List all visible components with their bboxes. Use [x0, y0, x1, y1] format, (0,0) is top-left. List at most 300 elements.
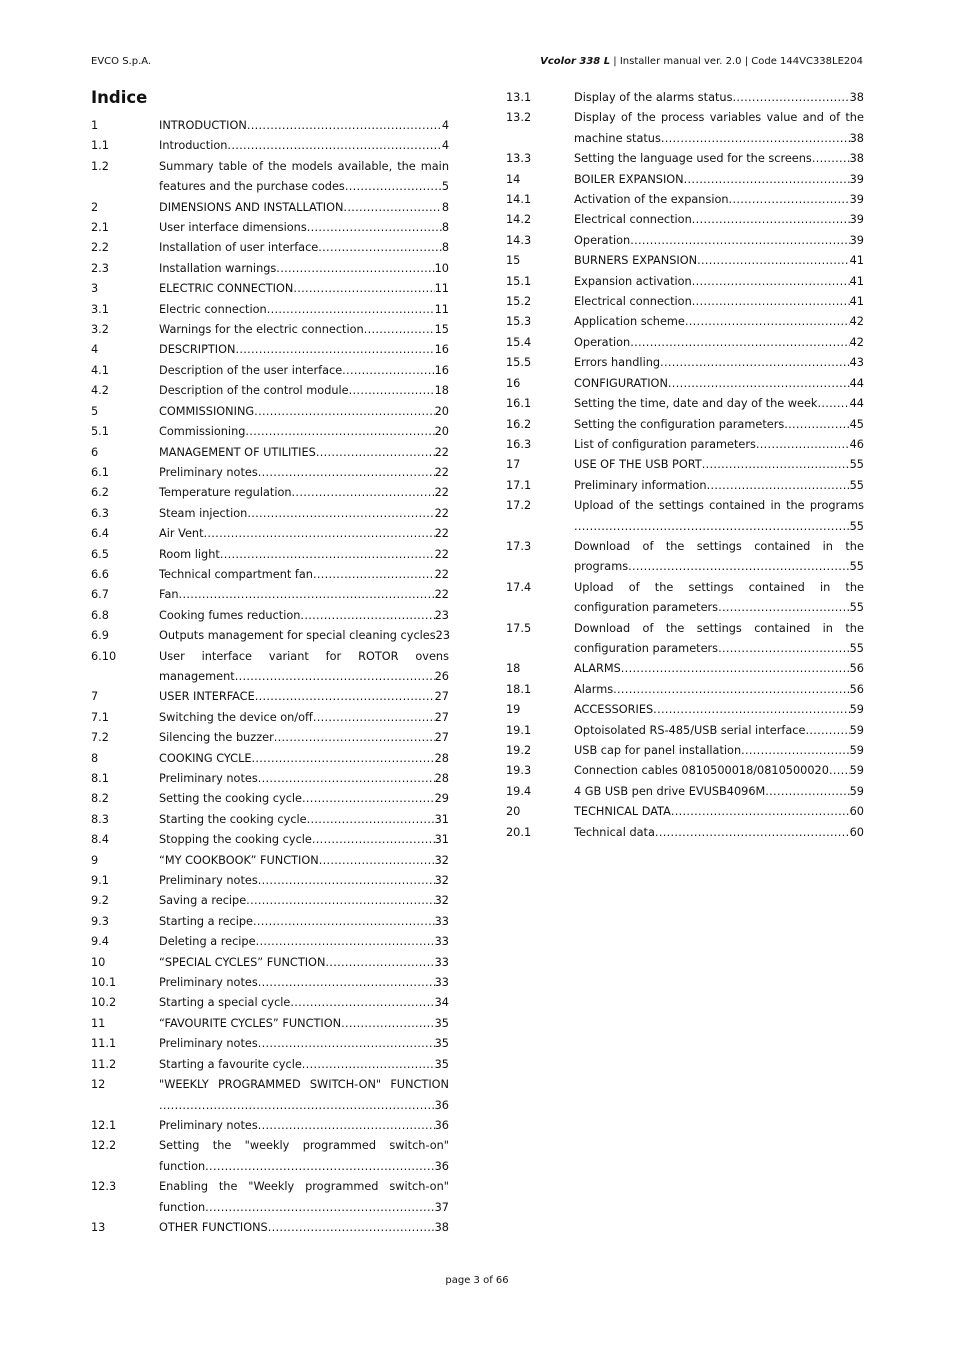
toc-entry-number: 13.2 [506, 111, 532, 125]
toc-entry-text: Operation [574, 233, 631, 247]
toc-entry-number: 17.5 [506, 621, 532, 635]
toc-entry-text: Preliminary notes [159, 874, 258, 888]
toc-entry[interactable] [91, 585, 449, 605]
dot-leader [653, 700, 849, 720]
toc-entry-word: Upload [574, 580, 614, 594]
toc-entry-text: Preliminary information [574, 478, 707, 492]
toc-entry-text: USER INTERFACE [159, 690, 255, 704]
toc-entry-title [574, 700, 864, 720]
toc-entry[interactable] [91, 871, 449, 891]
toc-entry-word: value [766, 111, 798, 125]
dot-leader [179, 585, 435, 605]
toc-entry[interactable] [91, 810, 449, 830]
toc-entry-text: Preliminary notes [159, 1037, 258, 1051]
toc-entry[interactable] [506, 190, 864, 210]
toc-entry[interactable] [91, 1177, 449, 1218]
toc-entry[interactable] [506, 496, 864, 537]
dot-leader [628, 557, 850, 577]
toc-entry-text: COOKING CYCLE [159, 751, 252, 765]
toc-entry-title [159, 504, 449, 524]
toc-entry[interactable] [91, 891, 449, 911]
toc-entry[interactable] [91, 259, 449, 279]
toc-entry-page: 8 [441, 221, 449, 235]
toc-entry[interactable] [91, 1218, 449, 1238]
toc-entry[interactable] [91, 422, 449, 442]
toc-entry-page: 44 [849, 376, 864, 390]
toc-entry-page: 33 [434, 914, 449, 928]
toc-entry-page: 39 [849, 233, 864, 247]
toc-entry-page: 55 [849, 641, 864, 655]
toc-entry[interactable] [506, 149, 864, 169]
toc-entry[interactable] [506, 823, 864, 843]
toc-entry-title [159, 891, 449, 911]
dot-leader [258, 871, 435, 891]
toc-entry[interactable] [91, 1055, 449, 1075]
toc-entry[interactable] [91, 443, 449, 463]
toc-entry-text: Installation warnings [159, 261, 277, 275]
toc-entry-text: Room light [159, 547, 220, 561]
toc-entry[interactable] [506, 537, 864, 578]
toc-entry-page: 27 [434, 731, 449, 745]
toc-entry-text: machine status [574, 131, 661, 145]
toc-entry-title [574, 333, 864, 353]
toc-entry-text: Display of the alarms status [574, 91, 733, 104]
toc-entry-word: Setting [159, 1139, 200, 1153]
toc-entry-word: the [212, 1139, 232, 1153]
toc-entry-page: 38 [434, 1220, 449, 1234]
toc-entry[interactable] [91, 1034, 449, 1054]
toc-entry-text: configuration parameters [574, 641, 719, 655]
toc-entry-title [159, 1116, 449, 1136]
toc-entry[interactable] [91, 789, 449, 809]
dot-leader [258, 769, 435, 789]
toc-entry-text: Fan [159, 588, 179, 602]
toc-entry-title [159, 1014, 449, 1034]
toc-entry[interactable] [506, 761, 864, 781]
dot-leader [205, 1198, 434, 1218]
toc-entry[interactable] [506, 782, 864, 802]
toc-entry-text: Saving a recipe [159, 894, 247, 908]
toc-entry-page: 39 [849, 193, 864, 207]
dot-leader [829, 761, 850, 781]
toc-entry[interactable] [91, 381, 449, 401]
toc-entry-word: ovens [415, 649, 449, 663]
dot-leader [630, 231, 849, 251]
toc-entry-title [574, 108, 864, 149]
toc-entry-word: contained [754, 621, 811, 635]
toc-entry[interactable] [506, 312, 864, 332]
toc-entry[interactable] [506, 476, 864, 496]
toc-entry-title [159, 402, 449, 422]
toc-entry[interactable] [91, 687, 449, 707]
toc-entry-text: Electrical connection [574, 295, 692, 309]
toc-entry-text: Commissioning [159, 425, 246, 439]
toc-entry-text: Installation of user interface [159, 241, 319, 255]
toc-entry-page: 56 [849, 662, 864, 676]
toc-entry-page: 22 [434, 588, 449, 602]
toc-entry-number: 6.1 [91, 465, 109, 479]
toc-entry-title [159, 198, 449, 218]
toc-entry-page: 55 [849, 519, 864, 533]
toc-entry-number: 19 [506, 703, 521, 717]
toc-entry[interactable] [91, 136, 449, 156]
toc-entry[interactable] [91, 116, 449, 136]
toc-entry-number: 6.9 [91, 629, 109, 643]
dot-leader [318, 238, 442, 258]
toc-entry-page: 35 [434, 1037, 449, 1051]
toc-entry[interactable] [506, 721, 864, 741]
dot-leader [256, 932, 435, 952]
toc-entry-page: 44 [849, 397, 864, 411]
toc-entry-text: Setting the time, date and day of the week [574, 397, 818, 411]
toc-entry-number: 2.1 [91, 221, 109, 235]
toc-entry-word: the [845, 621, 864, 635]
toc-entry-title [574, 619, 864, 660]
toc-entry[interactable] [506, 292, 864, 312]
toc-entry-text: “SPECIAL CYCLES” FUNCTION [159, 955, 326, 969]
toc-entry[interactable] [506, 455, 864, 475]
toc-entry-page: 32 [434, 894, 449, 908]
toc-entry-word: and [802, 111, 824, 125]
toc-entry[interactable] [506, 210, 864, 230]
toc-entry-text: ALARMS [574, 662, 621, 676]
toc-entry[interactable] [91, 830, 449, 850]
toc-entry-number: 3.1 [91, 302, 109, 316]
toc-entry[interactable] [91, 483, 449, 503]
dot-leader [630, 333, 849, 353]
toc-entry-text: Setting the cooking cycle [159, 792, 303, 806]
toc-entry-title [159, 932, 449, 952]
toc-entry-title [159, 116, 449, 136]
toc-entry-text: Temperature regulation [159, 486, 292, 500]
toc-entry-page: 22 [434, 486, 449, 500]
toc-entry[interactable] [506, 659, 864, 679]
toc-entry-page: 38 [849, 91, 864, 104]
toc-entry-title [159, 443, 449, 463]
toc-entry-number: 9 [91, 853, 99, 867]
toc-entry[interactable] [91, 1136, 449, 1177]
toc-entry-page: 41 [849, 274, 864, 288]
toc-entry-page: 16 [434, 363, 449, 377]
toc-entry[interactable] [506, 741, 864, 761]
toc-entry-text: Technical compartment fan [159, 567, 313, 581]
toc-entry-title [574, 149, 864, 169]
toc-entry-title [159, 973, 449, 993]
toc-entry-word: the [635, 499, 654, 513]
toc-entry-number: 6.7 [91, 588, 109, 602]
toc-entry-title [159, 300, 449, 320]
toc-entry-word: the [845, 580, 864, 594]
toc-entry-page: 60 [849, 805, 864, 819]
toc-entry-number: 12.3 [91, 1180, 117, 1194]
toc-entry-number: 6 [91, 445, 99, 459]
toc-entry[interactable] [91, 932, 449, 952]
toc-entry-text: MANAGEMENT OF UTILITIES [159, 445, 316, 459]
dot-leader [235, 340, 434, 360]
toc-entry-title [159, 1034, 449, 1054]
toc-entry[interactable] [506, 231, 864, 251]
toc-entry[interactable] [91, 973, 449, 993]
toc-entry-page: 32 [434, 853, 449, 867]
toc-entry-text: Switching the device on/off [159, 710, 313, 724]
toc-entry-text: ACCESSORIES [574, 703, 654, 717]
toc-entry[interactable] [91, 851, 449, 871]
toc-entry-page: 39 [849, 172, 864, 186]
dot-leader [784, 415, 849, 435]
dot-leader [247, 116, 442, 136]
toc-entry-text: ELECTRIC CONNECTION [159, 282, 294, 296]
toc-entry-number: 13.3 [506, 152, 532, 166]
toc-entry[interactable] [91, 300, 449, 320]
toc-entry-number: 11.1 [91, 1037, 117, 1051]
dot-leader [702, 455, 850, 475]
toc-entry-page: 26 [434, 669, 449, 683]
dot-leader [302, 1055, 435, 1075]
toc-entry-page: 10 [434, 261, 449, 275]
toc-entry-page: 27 [434, 690, 449, 704]
toc-entry[interactable] [91, 993, 449, 1013]
toc-entry-number: 14 [506, 172, 521, 186]
toc-entry[interactable] [91, 769, 449, 789]
toc-entry-title [159, 238, 449, 258]
toc-entry[interactable] [506, 88, 864, 108]
toc-entry-text: programs [574, 560, 629, 574]
dot-leader [692, 272, 850, 292]
dot-leader [684, 170, 850, 190]
toc-entry[interactable] [91, 463, 449, 483]
toc-entry-word: "weekly [244, 1139, 290, 1153]
toc-entry[interactable] [91, 218, 449, 238]
dot-leader [661, 129, 850, 149]
toc-entry-title [159, 687, 449, 707]
toc-entry[interactable] [91, 1116, 449, 1136]
toc-entry-number: 2.2 [91, 241, 109, 255]
toc-entry-page: 22 [434, 547, 449, 561]
toc-entry[interactable] [506, 374, 864, 394]
dot-leader [258, 1034, 435, 1054]
toc-entry-text: DESCRIPTION [159, 343, 236, 357]
toc-entry-number: 19.1 [506, 723, 532, 737]
toc-entry[interactable] [91, 749, 449, 769]
toc-entry-title [159, 259, 449, 279]
toc-entry-title [159, 279, 449, 299]
toc-entry-page: 60 [849, 825, 864, 839]
dot-leader [292, 483, 435, 503]
toc-entry-page: 20 [434, 404, 449, 418]
toc-entry-title [574, 578, 864, 619]
toc-entry-text: Connection cables 0810500018/0810500020 [574, 764, 829, 778]
dot-leader [574, 517, 850, 537]
toc-entry-text: Outputs management for special cleaning cycles [159, 629, 436, 643]
toc-entry-title [159, 524, 449, 544]
toc-entry-page: 22 [434, 567, 449, 581]
dot-leader [276, 259, 434, 279]
toc-entry[interactable] [91, 626, 449, 646]
toc-entry-text: Starting the cooking cycle [159, 812, 307, 826]
toc-entry-text: Air Vent [159, 527, 204, 541]
toc-entry[interactable] [91, 238, 449, 258]
toc-entry-title [574, 292, 864, 312]
toc-entry-title [159, 708, 449, 728]
toc-entry-number: 14.2 [506, 213, 532, 227]
dot-leader [668, 374, 850, 394]
toc-entry-word: Download [574, 539, 631, 553]
toc-entry-text: Introduction [159, 139, 228, 153]
toc-entry[interactable] [91, 157, 449, 198]
dot-leader [765, 782, 849, 802]
toc-entry[interactable] [91, 1014, 449, 1034]
toc-entry-text: DIMENSIONS AND INSTALLATION [159, 200, 344, 214]
toc-entry-title [159, 626, 449, 646]
toc-entry[interactable] [506, 700, 864, 720]
toc-entry-word: the [665, 539, 685, 553]
dot-leader [255, 687, 435, 707]
toc-entry[interactable] [506, 251, 864, 271]
header-product: Vcolor 338 L [540, 56, 611, 67]
toc-entry-number: 1.1 [91, 139, 109, 153]
toc-entry-number: 19.4 [506, 784, 532, 798]
toc-entry[interactable] [91, 198, 449, 218]
toc-entry-word: the [654, 580, 674, 594]
toc-entry[interactable] [91, 279, 449, 299]
dot-leader [205, 1157, 434, 1177]
toc-entry[interactable] [506, 435, 864, 455]
toc-entry-page: 55 [849, 601, 864, 615]
toc-right-column [506, 88, 864, 843]
toc-entry-word: "Weekly [248, 1180, 295, 1194]
toc-entry-word: variables [709, 111, 762, 125]
toc-entry-page: 42 [849, 315, 864, 329]
toc-entry-title [574, 721, 864, 741]
toc-entry-page: 59 [849, 764, 864, 778]
toc-entry-title [159, 993, 449, 1013]
dot-leader [316, 443, 435, 463]
toc-entry-word: switch-on" [389, 1180, 449, 1194]
toc-entry-text: BOILER EXPANSION [574, 172, 684, 186]
toc-entry-title [159, 912, 449, 932]
toc-entry[interactable] [91, 912, 449, 932]
dot-leader [220, 545, 435, 565]
dot-leader [364, 320, 435, 340]
dot-leader [274, 728, 435, 748]
toc-entry-word: Summary [159, 159, 214, 173]
toc-entry-title [574, 802, 864, 822]
toc-entry-word: the [397, 159, 416, 173]
toc-entry-title [159, 871, 449, 891]
toc-entry[interactable] [91, 504, 449, 524]
toc-entry[interactable] [91, 647, 449, 688]
toc-entry-page: 28 [434, 772, 449, 785]
toc-entry[interactable] [506, 108, 864, 149]
toc-entry[interactable] [91, 361, 449, 381]
toc-entry-word: PROGRAMMED [217, 1078, 301, 1092]
toc-entry-title [159, 381, 449, 401]
dot-leader [290, 993, 434, 1013]
toc-left-column [91, 116, 449, 1238]
toc-entry-title [159, 749, 449, 769]
dot-leader [300, 606, 434, 626]
toc-entry-title [574, 761, 864, 781]
toc-entry[interactable] [506, 802, 864, 822]
toc-entry-word: switch-on" [389, 1139, 449, 1153]
toc-entry-number: 5 [91, 404, 99, 418]
toc-entry[interactable] [91, 320, 449, 340]
toc-entry-page: 33 [434, 976, 449, 990]
toc-entry-word: of [829, 111, 841, 125]
toc-entry-page: 20 [434, 425, 449, 439]
toc-entry[interactable] [506, 619, 864, 660]
toc-entry-page: 11 [434, 302, 449, 316]
toc-entry-page: 23 [435, 629, 451, 643]
toc-entry[interactable] [506, 170, 864, 190]
toc-entry-title [159, 1136, 449, 1177]
toc-entry[interactable] [91, 953, 449, 973]
toc-entry-word: ROTOR [358, 649, 399, 663]
dot-leader [756, 435, 850, 455]
toc-entry[interactable] [91, 524, 449, 544]
toc-entry-title [159, 728, 449, 748]
toc-entry-page: 22 [434, 527, 449, 541]
toc-entry-number: 14.3 [506, 233, 532, 247]
toc-entry-number: 8.4 [91, 833, 109, 847]
toc-entry-word: contained [748, 580, 805, 594]
toc-entry-text: Description of the user interface [159, 363, 343, 377]
toc-entry-title [574, 680, 864, 700]
toc-entry[interactable] [91, 340, 449, 360]
toc-entry-number: 4.2 [91, 384, 109, 398]
toc-entry-title [574, 823, 864, 843]
toc-entry-number: 19.3 [506, 764, 532, 778]
toc-entry-number: 15.5 [506, 356, 532, 370]
toc-entry[interactable] [91, 708, 449, 728]
toc-entry[interactable] [91, 606, 449, 626]
dot-leader [258, 973, 435, 993]
toc-entry[interactable] [506, 578, 864, 619]
toc-entry[interactable] [91, 545, 449, 565]
toc-entry[interactable] [91, 728, 449, 748]
toc-entry-word: variant [268, 649, 309, 663]
toc-entry-page: 55 [849, 560, 864, 574]
toc-entry[interactable] [91, 402, 449, 422]
toc-entry[interactable] [506, 353, 864, 373]
toc-entry-number: 13.1 [506, 91, 532, 104]
dot-leader [307, 810, 435, 830]
toc-entry-text: Silencing the buzzer [159, 731, 274, 745]
toc-entry[interactable] [91, 565, 449, 585]
toc-entry-title [159, 422, 449, 442]
toc-entry[interactable] [506, 272, 864, 292]
toc-entry-word: the [218, 1180, 238, 1194]
toc-entry-text: Optoisolated RS-485/USB serial interface [574, 723, 806, 737]
toc-entry[interactable] [506, 394, 864, 414]
toc-entry-page: 55 [849, 478, 864, 492]
toc-entry-number: 17 [506, 458, 521, 472]
dot-leader [268, 1218, 435, 1238]
toc-entry[interactable] [506, 333, 864, 353]
toc-entry-text: Preliminary notes [159, 976, 258, 990]
toc-entry[interactable] [506, 415, 864, 435]
dot-leader [718, 598, 850, 618]
toc-entry[interactable] [91, 1075, 449, 1116]
toc-entry[interactable] [506, 680, 864, 700]
toc-entry-word: Download [574, 621, 631, 635]
toc-entry-text: Application scheme [574, 315, 685, 329]
toc-entry-page: 8 [441, 200, 449, 214]
toc-entry-number: 13 [91, 1220, 106, 1234]
toc-entry-number: 7.2 [91, 731, 109, 745]
toc-entry-word: the [665, 621, 685, 635]
dot-leader [349, 381, 435, 401]
